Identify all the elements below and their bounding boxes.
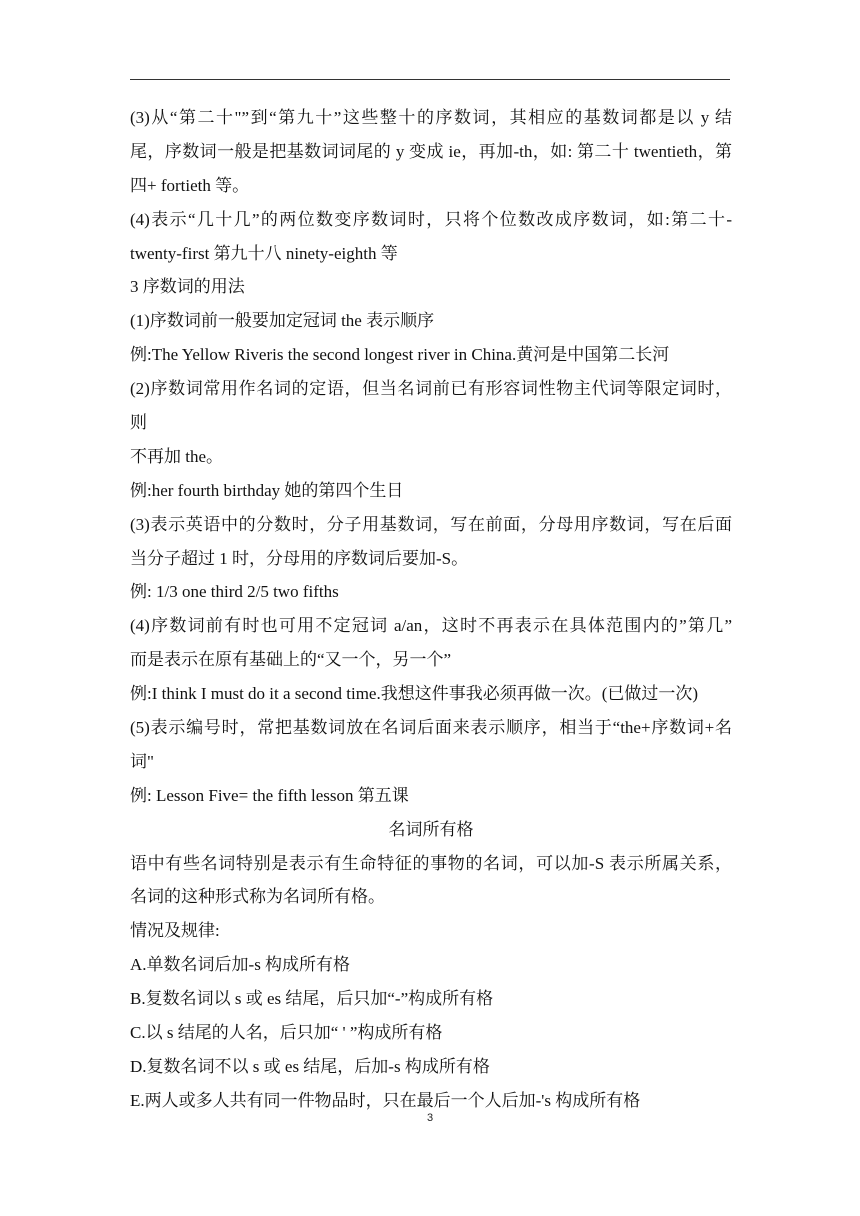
text-line: 不再加 the。 bbox=[130, 446, 224, 466]
text-line: 四+ fortieth 等。 bbox=[130, 175, 250, 195]
text-line: 而是表示在原有基础上的“又一个，另一个” bbox=[130, 650, 452, 670]
list-item: A.单数名词后加-s 构成所有格 bbox=[130, 955, 351, 975]
list-item: D.复数名词不以 s 或 es 结尾，后加-s 构成所有格 bbox=[130, 1056, 490, 1076]
section-heading: 3 序数词的用法 bbox=[130, 277, 245, 297]
text-line: (1)序数词前一般要加定冠词 the 表示顺序 bbox=[130, 311, 435, 331]
header-rule bbox=[130, 79, 730, 80]
list-item: B.复数名词以 s 或 es 结尾，后只加“-”构成所有格 bbox=[130, 989, 494, 1009]
text-line: 词" bbox=[130, 751, 154, 771]
text-line: (4)序数词前有时也可用不定冠词 a/an，这时不再表示在具体范围内的”第几” bbox=[130, 616, 732, 636]
example-line: 例: 1/3 one third 2/5 two fifths bbox=[130, 582, 339, 602]
example-line: 例: Lesson Five= the fifth lesson 第五课 bbox=[130, 785, 409, 805]
text-line: 情况及规律: bbox=[130, 921, 220, 941]
text-line: twenty-first 第九十八 ninety-eighth 等 bbox=[130, 243, 398, 263]
document-body bbox=[130, 101, 732, 1118]
text-line: (4)表示“几十几”的两位数变序数词时，只将个位数改成序数词，如:第二十- bbox=[130, 209, 732, 229]
example-line: 例:The Yellow Riveris the second longest river in China.黄河是中国第二长河 bbox=[130, 345, 670, 365]
text-line: 则 bbox=[130, 413, 147, 433]
text-line: (2)序数词常用作名词的定语，但当名词前已有形容词性物主代词等限定词时， bbox=[130, 379, 732, 399]
text-line: (3)从“第二十"”到“第九十”这些整十的序数词，其相应的基数词都是以 y 结 bbox=[130, 108, 732, 127]
text-line: (3)表示英语中的分数时，分子用基数词，写在前面，分母用序数词，写在后面 bbox=[130, 514, 732, 534]
list-item: C.以 s 结尾的人名，后只加“ ' ”构成所有格 bbox=[130, 1023, 443, 1043]
text-line: 名词的这种形式称为名词所有格。 bbox=[130, 887, 385, 907]
section-title: 名词所有格 bbox=[388, 819, 474, 839]
text-line: 尾，序数词一般是把基数词词尾的 y 变成 ie，再加-th，如: 第二十 twentieth，第 bbox=[130, 141, 732, 161]
example-line: 例:her fourth birthday 她的第四个生日 bbox=[130, 480, 404, 500]
page-number: 3 bbox=[426, 1112, 434, 1124]
text-line: 当分子超过 1 时，分母用的序数词后要加-S。 bbox=[130, 548, 469, 568]
example-line: 例:I think I must do it a second time.我想这件事我必须再做一次。(已做过一次) bbox=[130, 684, 699, 704]
text-line: 语中有些名词特别是表示有生命特征的事物的名词，可以加-S 表示所属关系， bbox=[130, 853, 732, 873]
text-line: (5)表示编号时，常把基数词放在名词后面来表示顺序，相当于“the+序数词+名 bbox=[130, 718, 732, 738]
list-item: E.两人或多人共有同一件物品时，只在最后一个人后加-'s 构成所有格 bbox=[130, 1090, 641, 1110]
